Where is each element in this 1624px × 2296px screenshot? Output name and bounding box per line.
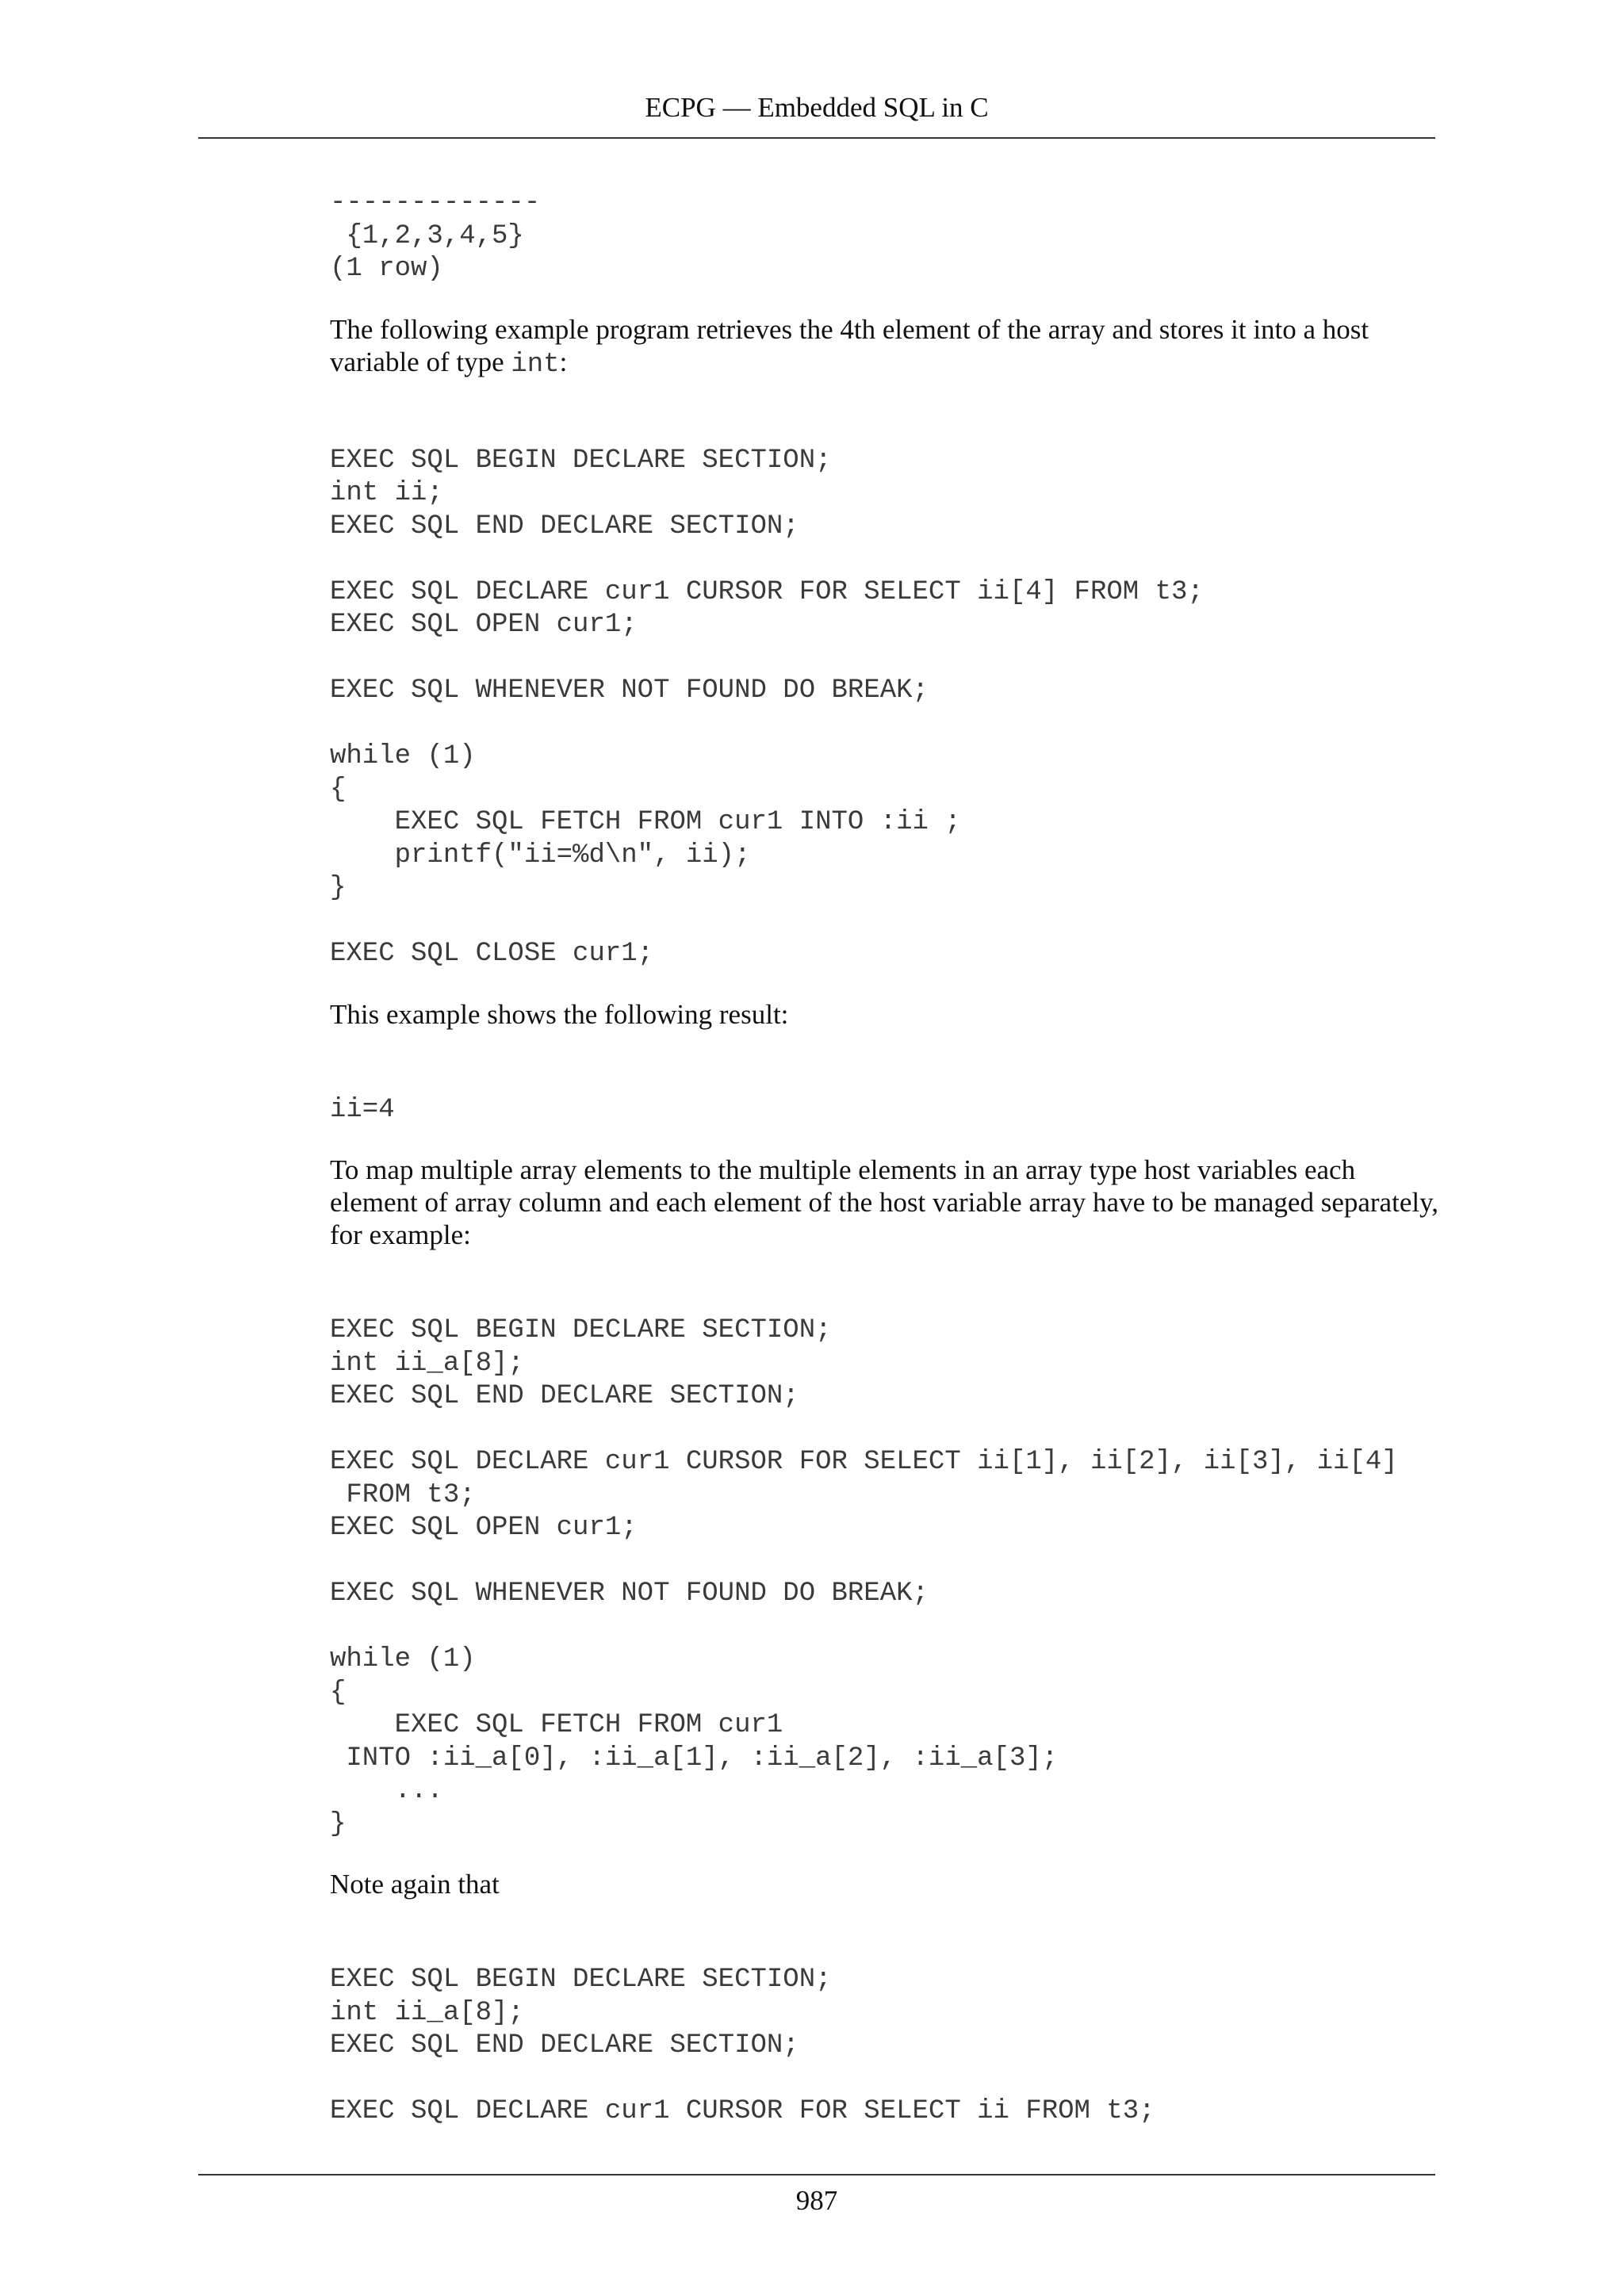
code-block-fetch-single-element: EXEC SQL BEGIN DECLARE SECTION; int ii; EXEC SQL END DECLARE SECTION; EXEC SQL DECLARE cur1 CURSOR FOR SELECT ii[4] FROM t3; EXEC SQL OPEN cur1; EXEC SQL WHENEVER NOT FOUND DO BREAK; while (1) { EXEC SQL FETCH FROM cur1 INTO :ii ; printf("ii=%d\n", ii); } EXEC SQL CLOSE cur1; (330, 445, 1204, 969)
paragraph-text: The following example program retrieves the 4th element of the array and stores it into a host variable of type (330, 313, 1369, 377)
paragraph-note-again: Note again that (330, 1869, 500, 1900)
page-number: 987 (795, 2185, 838, 2216)
paragraph-map-multiple-elements: To map multiple array elements to the multiple elements in an array type host variables each element of array column and each element of the host variable array have to be managed separately, for example: (330, 1154, 1439, 1250)
code-block-result-output: ii=4 (330, 1094, 395, 1125)
code-block-declare-array: EXEC SQL BEGIN DECLARE SECTION; int ii_a[8]; EXEC SQL END DECLARE SECTION; EXEC SQL DECLARE cur1 CURSOR FOR SELECT ii FROM t3; (330, 1965, 1155, 2126)
code-block-result-table: ------------- {1,2,3,4,5} (1 row) (330, 188, 541, 284)
inline-code-int: int (511, 349, 560, 380)
footer-rule (198, 2174, 1435, 2175)
header-rule (198, 137, 1435, 139)
code-block-fetch-multiple-elements: EXEC SQL BEGIN DECLARE SECTION; int ii_a[8]; EXEC SQL END DECLARE SECTION; EXEC SQL DECLARE cur1 CURSOR FOR SELECT ii[1], ii[2], ii[3], ii[4] FROM t3; EXEC SQL OPEN cur1; EXEC SQL WHENEVER NOT FOUND DO BREAK; while (1) { EXEC SQL FETCH FROM cur1 INTO :ii_a[0], :ii_a[1], :ii_a[2], :ii_a[3]; ... } (330, 1315, 1398, 1839)
page-content (330, 187, 1440, 2129)
running-header: ECPG — Embedded SQL in C (645, 92, 989, 123)
paragraph-text-end: : (559, 346, 568, 377)
paragraph-retrieve-4th-element (330, 313, 1440, 381)
paragraph-result-intro: This example shows the following result: (330, 998, 789, 1030)
